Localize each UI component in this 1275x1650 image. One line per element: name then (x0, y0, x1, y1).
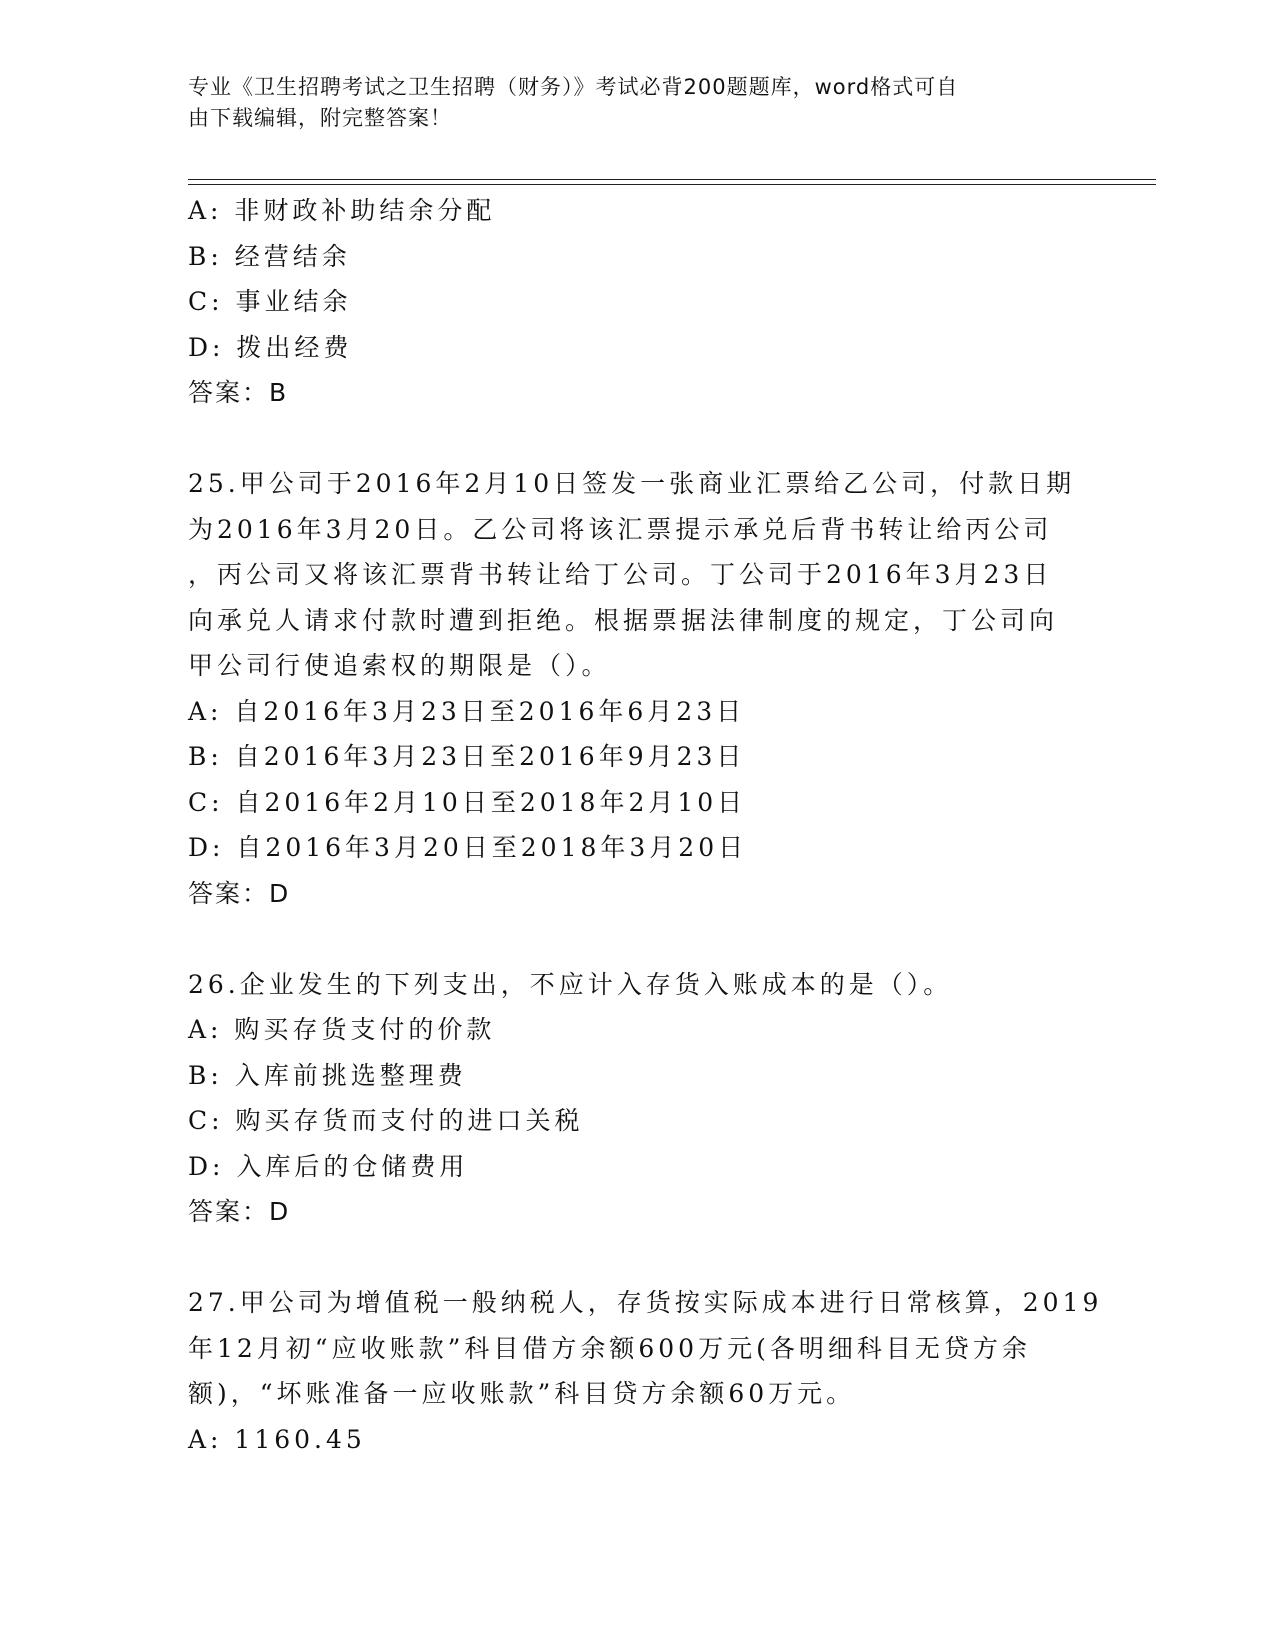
option-c: C: 事业结余 (188, 287, 352, 316)
question-text-line: 甲公司行使追索权的期限是（）。 (188, 651, 611, 680)
question-text-line: 额)，“坏账准备一应收账款”科目贷方余额60万元。 (188, 1379, 856, 1408)
option-a: A: 非财政补助结余分配 (188, 196, 496, 225)
question-text-line: 为2016年3月20日。乙公司将该汇票提示承兑后背书转让给丙公司 (188, 514, 1053, 544)
question-26-block (188, 962, 1088, 1235)
question-text-line: 向承兑人请求付款时遭到拒绝。根据票据法律制度的规定，丁公司向 (188, 605, 1059, 635)
question-text-line: 25.甲公司于2016年2月10日签发一张商业汇票给乙公司，付款日期 (188, 469, 1076, 498)
option-a: A: 自2016年3月23日至2016年6月23日 (188, 696, 746, 726)
option-b: B: 经营结余 (188, 241, 351, 271)
option-d: D: 自2016年3月20日至2018年3月20日 (188, 833, 748, 862)
question-text-line: ，丙公司又将该汇票背书转让给丁公司。丁公司于2016年3月23日 (188, 560, 1053, 589)
header-divider-bottom (188, 184, 1156, 185)
header-divider-top (188, 179, 1156, 180)
document-header (188, 72, 1068, 134)
answer-line: 答案：D (188, 878, 291, 908)
spacer (188, 916, 1088, 962)
question-24-block (188, 188, 1088, 416)
answer-line: 答案：D (188, 1197, 291, 1226)
option-d: D: 入库后的仓储费用 (188, 1151, 469, 1181)
option-b: B: 自2016年3月23日至2016年9月23日 (188, 742, 746, 771)
question-text-line: 27.甲公司为增值税一般纳税人，存货按实际成本进行日常核算，2019 (188, 1288, 1103, 1317)
option-c: C: 自2016年2月10日至2018年2月10日 (188, 787, 747, 817)
option-a: A: 1160.45 (188, 1424, 366, 1454)
answer-line: 答案：B (188, 378, 289, 407)
spacer (188, 1235, 1088, 1281)
option-a: A: 购买存货支付的价款 (188, 1015, 496, 1044)
header-line-2: 由下载编辑，附完整答案！ (188, 106, 452, 130)
question-text-line: 26.企业发生的下列支出，不应计入存货入账成本的是（）。 (188, 969, 953, 999)
option-b: B: 入库前挑选整理费 (188, 1060, 467, 1090)
spacer (188, 416, 1088, 462)
question-27-block (188, 1280, 1103, 1462)
question-list (188, 188, 1103, 1462)
header-line-1: 专业《卫生招聘考试之卫生招聘（财务）》考试必背200题题库，word格式可自 (188, 75, 959, 99)
question-25-block (188, 461, 1088, 916)
option-c: C: 购买存货而支付的进口关税 (188, 1106, 584, 1135)
option-d: D: 拨出经费 (188, 332, 353, 362)
question-text-line: 年12月初“应收账款”科目借方余额600万元(各明细科目无贷方余 (188, 1333, 1031, 1363)
